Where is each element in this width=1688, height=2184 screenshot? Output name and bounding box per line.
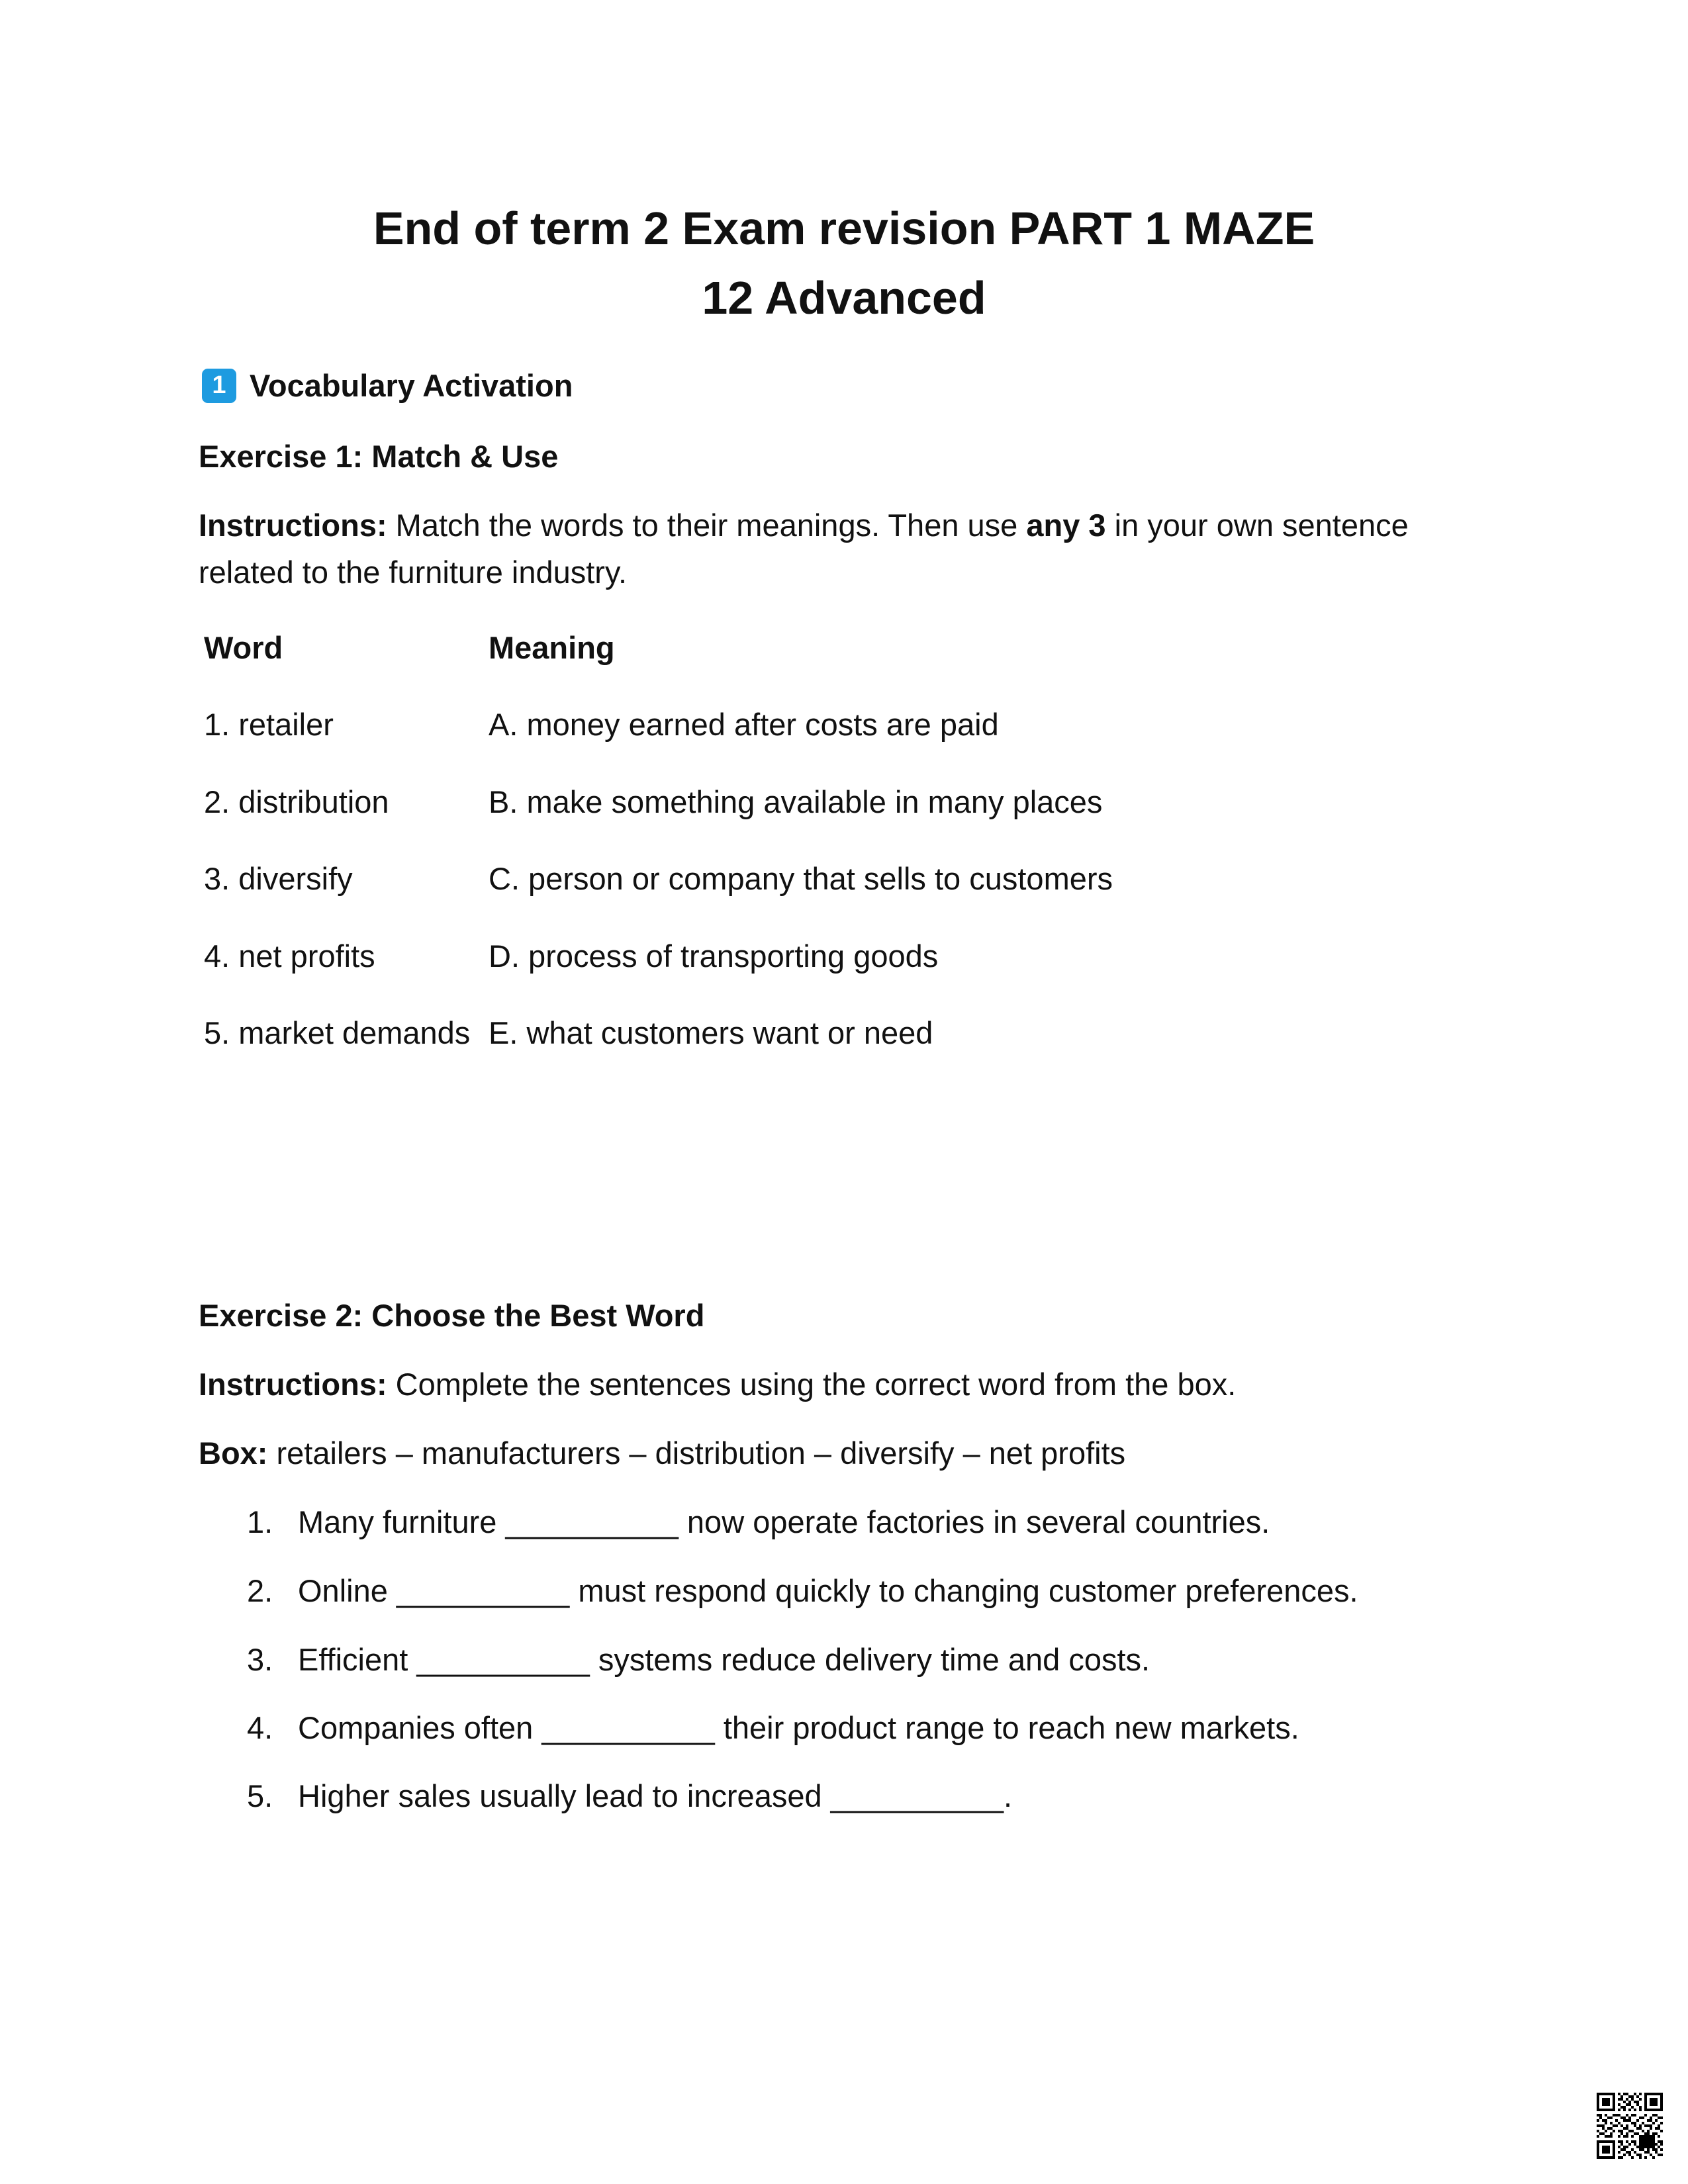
table-row-word: 1. retailer bbox=[204, 707, 334, 742]
list-item: Many furniture __________ now operate factories in several countries. bbox=[298, 1504, 1270, 1539]
table-row-meaning: A. money earned after costs are paid bbox=[489, 707, 999, 742]
list-item-number: 2. bbox=[247, 1573, 273, 1608]
table-row-meaning: B. make something available in many places bbox=[489, 784, 1103, 819]
table-row-meaning: E. what customers want or need bbox=[489, 1015, 933, 1050]
section-heading-text: Vocabulary Activation bbox=[250, 368, 573, 403]
list-item-number: 1. bbox=[247, 1504, 273, 1539]
page-title: End of term 2 Exam revision PART 1 MAZE bbox=[373, 203, 1315, 254]
list-item: Higher sales usually lead to increased __________. bbox=[298, 1778, 1013, 1813]
list-item: Efficient __________ systems reduce delivery time and costs. bbox=[298, 1642, 1150, 1677]
section-heading bbox=[202, 367, 573, 404]
page-subtitle: 12 Advanced bbox=[702, 272, 986, 324]
keycap-one-icon: 1 bbox=[202, 369, 236, 403]
word-box-text: retailers – manufacturers – distribution – diversify – net profits bbox=[267, 1435, 1126, 1471]
instructions-label: Instructions: bbox=[199, 508, 387, 543]
table-row-meaning: D. process of transporting goods bbox=[489, 938, 939, 974]
table-row-word: 3. diversify bbox=[204, 861, 353, 896]
exercise1-instructions bbox=[199, 507, 1409, 544]
list-item-number: 3. bbox=[247, 1642, 273, 1677]
list-item: Companies often __________ their product range to reach new markets. bbox=[298, 1710, 1299, 1745]
exercise2-instructions bbox=[199, 1366, 1236, 1403]
word-box bbox=[199, 1435, 1125, 1472]
table-row-word: 5. market demands bbox=[204, 1015, 471, 1050]
instructions-emphasis: any 3 bbox=[1026, 508, 1106, 543]
instructions-label: Instructions: bbox=[199, 1367, 387, 1402]
table-row-word: 4. net profits bbox=[204, 938, 375, 974]
word-box-label: Box: bbox=[199, 1435, 268, 1471]
list-item: Online __________ must respond quickly to changing customer preferences. bbox=[298, 1573, 1358, 1608]
list-item-number: 5. bbox=[247, 1778, 273, 1813]
instructions-text-end: in your own sentence bbox=[1105, 508, 1409, 543]
exercise1-instructions-line2: related to the furniture industry. bbox=[199, 555, 628, 590]
list-item-number: 4. bbox=[247, 1710, 273, 1745]
qr-code-icon bbox=[1597, 2093, 1663, 2159]
table-header-word: Word bbox=[204, 630, 283, 665]
exercise2-title: Exercise 2: Choose the Best Word bbox=[199, 1298, 705, 1333]
table-row-meaning: C. person or company that sells to customers bbox=[489, 861, 1113, 896]
exercise1-title: Exercise 1: Match & Use bbox=[199, 439, 559, 474]
table-header-meaning: Meaning bbox=[489, 630, 615, 665]
instructions-text: Complete the sentences using the correct word from the box. bbox=[387, 1367, 1237, 1402]
table-row-word: 2. distribution bbox=[204, 784, 389, 819]
instructions-text: Match the words to their meanings. Then use bbox=[387, 508, 1027, 543]
